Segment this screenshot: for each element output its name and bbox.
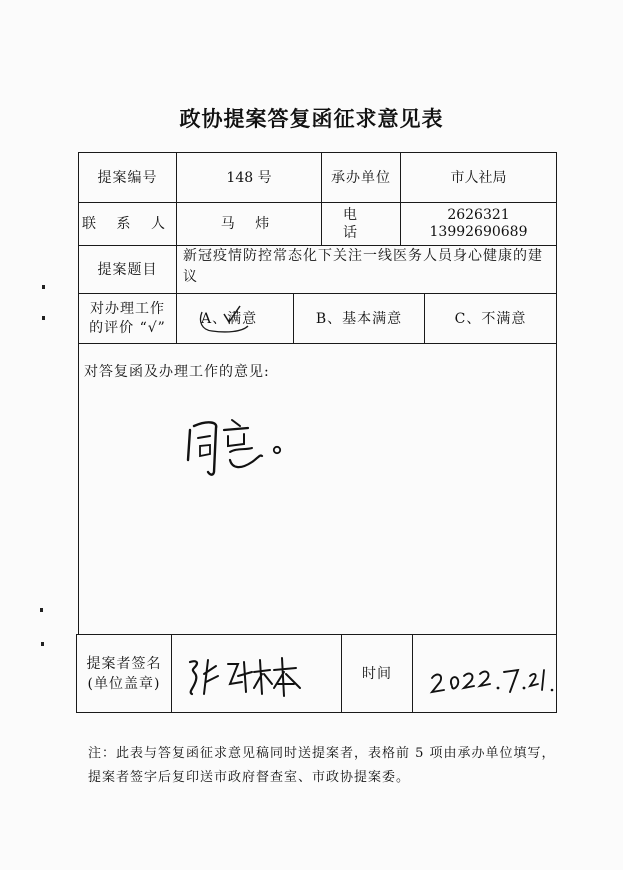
column-divider — [412, 634, 413, 713]
evaluation-label-line2: 的评价 “√” — [89, 319, 166, 336]
proposer-signature[interactable] — [182, 654, 312, 700]
option-a-satisfied[interactable]: A、满意 — [201, 310, 258, 327]
scan-mark — [42, 285, 45, 289]
handwritten-date[interactable] — [428, 664, 558, 704]
column-divider — [171, 634, 172, 713]
phone-number-2: 13992690689 — [429, 224, 528, 240]
signer-label-line2: (单位盖章) — [87, 675, 161, 692]
handwritten-opinion — [180, 412, 310, 482]
signer-label — [77, 635, 171, 712]
phone-number-1: 2626321 — [447, 207, 510, 223]
proposal-number-label: 提案编号 — [97, 169, 158, 186]
scan-mark — [40, 608, 43, 612]
handling-unit-label: 承办单位 — [331, 169, 391, 186]
time-label: 时间 — [362, 665, 392, 682]
option-b-basically-satisfied[interactable]: B、基本满意 — [315, 310, 403, 327]
table-border-bottom — [76, 712, 557, 713]
handling-unit-value: 市人社局 — [450, 169, 507, 186]
proposal-number-value: 148 号 — [226, 169, 272, 186]
scan-mark — [41, 642, 44, 646]
page-title: 政协提案答复函征求意见表 — [179, 107, 444, 131]
proposal-topic-label: 提案题目 — [97, 261, 158, 278]
column-divider — [176, 293, 177, 343]
evaluation-label-line1: 对办理工作 — [90, 300, 165, 317]
proposal-topic-value: 新冠疫情防控常态化下关注一线医务人员身心健康的建议 — [183, 248, 543, 285]
contact-person-value: 马 炜 — [220, 216, 278, 232]
option-c-unsatisfied[interactable]: C、不满意 — [454, 310, 527, 327]
selected-option-circle-icon — [196, 302, 256, 336]
phone-values — [401, 203, 556, 245]
table-border-right — [556, 152, 557, 713]
evaluation-label — [79, 294, 176, 343]
row-divider — [78, 343, 557, 344]
signer-label-line1: 提案者签名 — [86, 655, 162, 672]
opinion-label: 对答复函及办理工作的意见: — [84, 364, 270, 380]
footnote: 注：此表与答复函征求意见稿同时送提案者，表格前 5 项由承办单位填写，提案者签字后复印送市政府督查室、市政协提案委。 — [88, 746, 556, 785]
scan-mark — [42, 316, 45, 320]
contact-person-label: 联 系 人 — [82, 216, 173, 232]
phone-label: 电 话 — [343, 207, 379, 241]
